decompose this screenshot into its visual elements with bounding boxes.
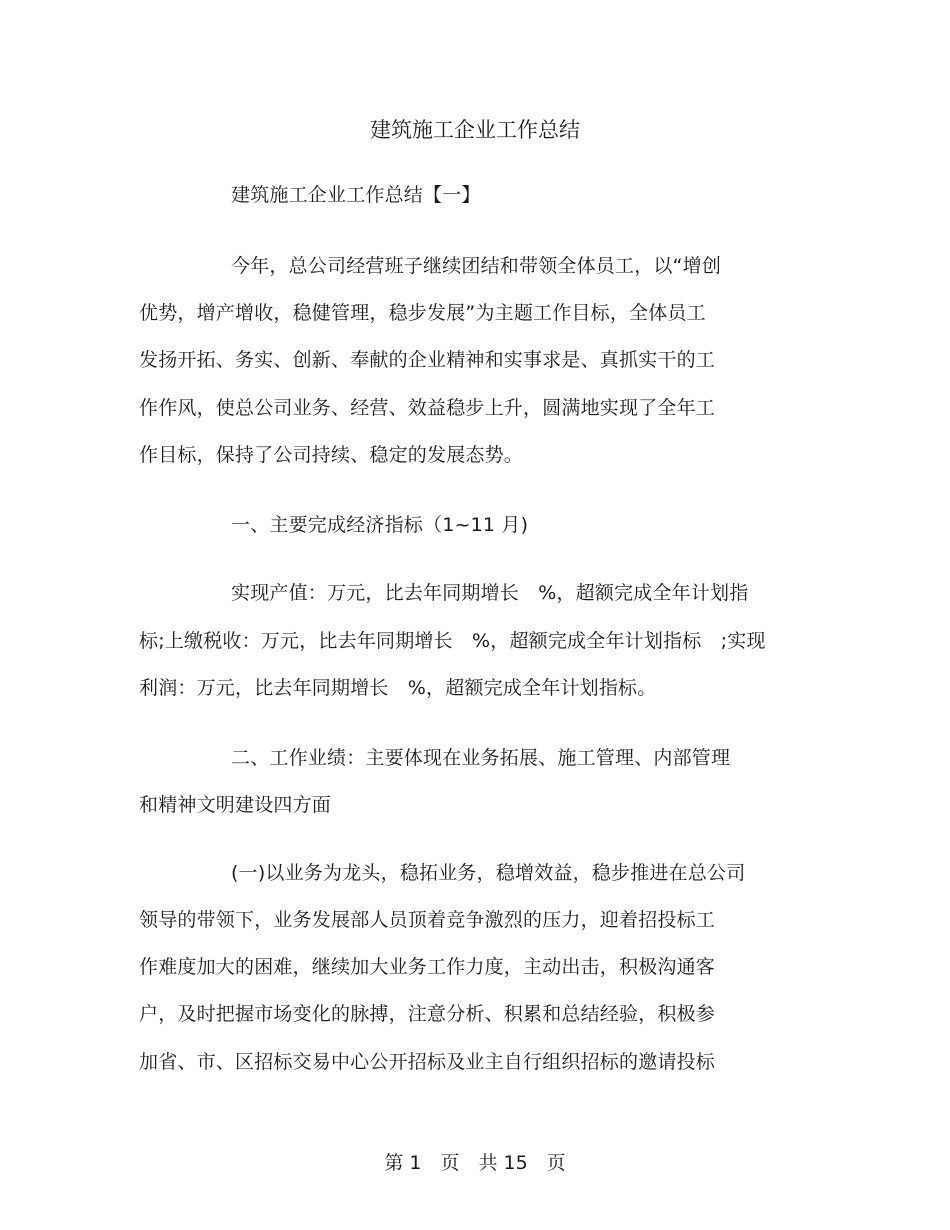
paragraph-line: 作作风，使总公司业务、经营、效益稳步上升，圆满地实现了全年工 (139, 397, 716, 419)
heading-line: 和精神文明建设四方面 (139, 794, 332, 816)
section-heading: 建筑施工企业工作总结【一】 (231, 184, 481, 206)
paragraph-line: 标;上缴税收：万元，比去年同期增长 %，超额完成全年计划指标 ;实现 (139, 630, 766, 652)
paragraph-line: 作难度加大的困难，继续加大业务工作力度，主动出击，积极沟通客 (139, 956, 716, 978)
paragraph-line: 加省、市、区招标交易中心公开招标及业主自行组织招标的邀请投标 (139, 1051, 716, 1073)
heading-economic-indicators: 一、主要完成经济指标（1~11 月) (231, 514, 529, 536)
heading-line: 二、工作业绩：主要体现在业务拓展、施工管理、内部管理 (231, 747, 731, 769)
document-title: 建筑施工企业工作总结 (370, 118, 580, 142)
paragraph-line: (一)以业务为龙头，稳拓业务，稳增效益，稳步推进在总公司 (231, 862, 746, 884)
paragraph-line: 实现产值：万元，比去年同期增长 %，超额完成全年计划指 (231, 582, 749, 604)
paragraph-line: 作目标，保持了公司持续、稳定的发展态势。 (139, 444, 524, 466)
paragraph-line: 领导的带领下，业务发展部人员顶着竞争激烈的压力，迎着招投标工 (139, 909, 716, 931)
paragraph-line: 发扬开拓、务实、创新、奉献的企业精神和实事求是、真抓实干的工 (139, 349, 716, 371)
paragraph-line: 优势，增产增收，稳健管理，稳步发展”为主题工作目标，全体员工 (139, 302, 706, 324)
page-number-footer: 第 1 页 共 15 页 (384, 1152, 566, 1174)
paragraph-line: 今年，总公司经营班子继续团结和带领全体员工，以“增创 (231, 255, 722, 277)
paragraph-line: 户，及时把握市场变化的脉搏，注意分析、积累和总结经验，积极参 (139, 1003, 716, 1025)
paragraph-line: 利润：万元，比去年同期增长 %，超额完成全年计划指标。 (139, 677, 657, 699)
